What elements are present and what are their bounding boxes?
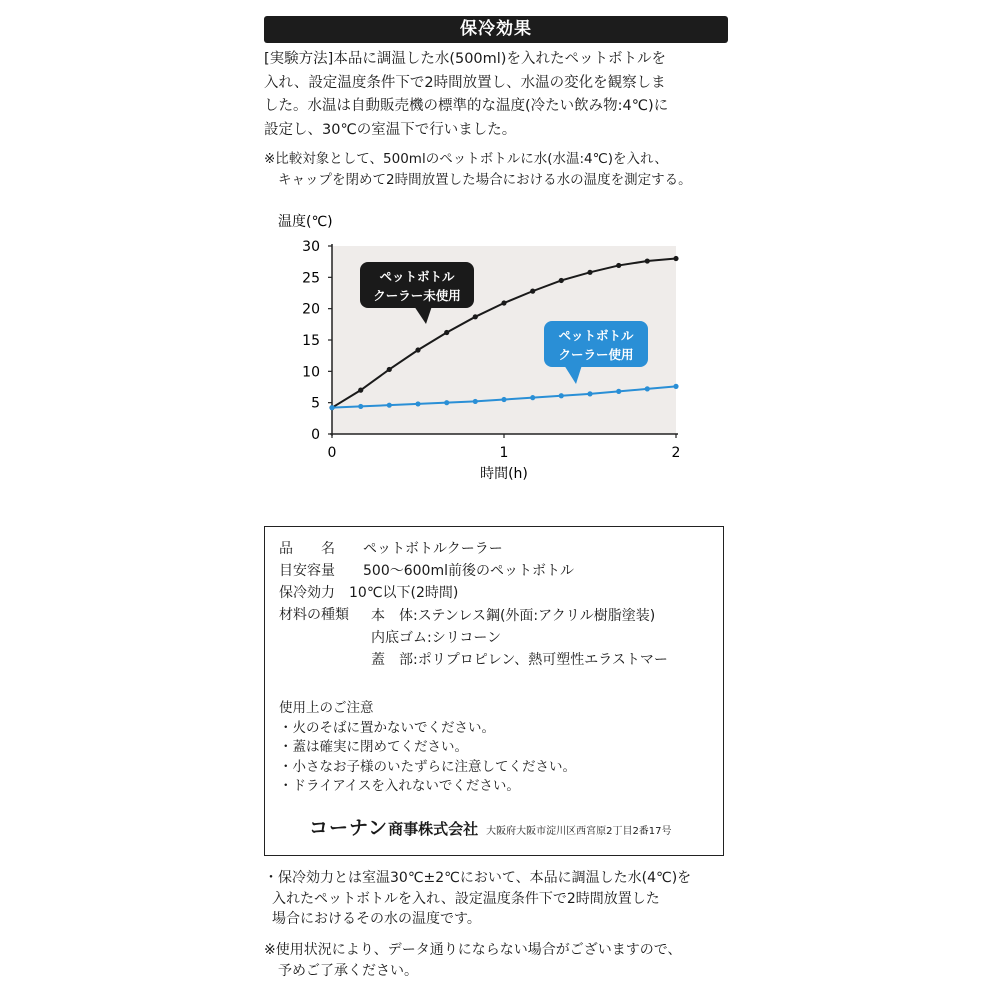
disclaimer-note	[264, 940, 734, 981]
y-tick-label: 20	[302, 301, 320, 318]
x-tick-label: 2	[671, 445, 681, 461]
cautions-title: 使用上のご注意	[279, 700, 374, 716]
effect-note-line: ・保冷効力とは室温30℃±2℃において、本品に調温した水(4℃)を	[264, 870, 692, 886]
caution-item: ・火のそばに置かないでください。	[279, 719, 495, 736]
data-point	[358, 404, 363, 409]
y-tick-label: 30	[302, 239, 320, 255]
spec-value: ペットボトルクーラー	[363, 541, 503, 557]
data-point	[329, 405, 334, 410]
cautions	[279, 699, 576, 797]
spec-key: 目安容量	[279, 563, 335, 579]
y-axis-label: 温度(℃)	[278, 214, 333, 230]
callout-label-line: クーラー使用	[558, 347, 634, 362]
data-point	[616, 263, 621, 268]
effect-note-line: 場合におけるその水の温度です。	[272, 911, 481, 927]
method-line: 入れ、設定温度条件下で2時間放置し、水温の変化を観察しま	[264, 74, 666, 91]
x-axis-label: 時間(h)	[480, 466, 528, 482]
data-point	[473, 399, 478, 404]
experiment-method	[264, 48, 734, 142]
company-address: 大阪府大阪市淀川区西宮原2丁目2番17号	[486, 826, 672, 837]
spec-value: 10℃以下(2時間)	[349, 585, 459, 601]
x-tick-label: 0	[327, 445, 337, 461]
data-point	[645, 386, 650, 391]
spec-value: 500〜600ml前後のペットボトル	[363, 563, 574, 579]
spec-capacity	[279, 561, 574, 581]
section-title: 保冷効果	[264, 16, 728, 43]
y-tick-label: 10	[302, 364, 320, 381]
data-point	[587, 391, 592, 396]
data-point	[444, 330, 449, 335]
data-point	[473, 314, 478, 319]
temperature-chart	[264, 200, 734, 500]
data-point	[530, 289, 535, 294]
company-info	[309, 813, 672, 840]
data-point	[387, 367, 392, 372]
comparison-note-line: キャップを閉めて2時間放置した場合における水の温度を測定する。	[278, 172, 692, 188]
x-tick-label: 1	[499, 445, 509, 461]
caution-item: ・小さなお子様のいたずらに注意してください。	[279, 758, 576, 775]
callout-label-line: ペットボトル	[558, 328, 634, 343]
data-point	[501, 300, 506, 305]
effect-note-line: 入れたペットボトルを入れ、設定温度条件下で2時間放置した	[272, 890, 660, 907]
spec-key: 保冷効力	[279, 585, 335, 601]
data-point	[387, 403, 392, 408]
data-point	[559, 393, 564, 398]
callout-label-line: クーラー未使用	[373, 288, 461, 303]
spec-material-item: 蓋 部:ポリプロピレン、熱可塑性エラストマー	[371, 652, 668, 668]
data-point	[673, 384, 678, 389]
data-point	[673, 256, 678, 261]
data-point	[559, 278, 564, 283]
company-logo: コーナン	[309, 817, 389, 839]
spec-product-name	[279, 539, 503, 559]
spec-effect	[279, 583, 458, 603]
comparison-note-line: ※比較対象として、500mlのペットボトルに水(水温:4℃)を入れ、	[264, 151, 668, 167]
y-tick-label: 0	[311, 427, 320, 443]
y-tick-label: 25	[302, 270, 320, 287]
spec-key: 材料の種類	[279, 607, 349, 623]
disclaimer-line: 予めご了承ください。	[278, 962, 418, 979]
comparison-note	[264, 149, 734, 191]
callout-label-line: ペットボトル	[379, 269, 455, 284]
company-suffix: 商事株式会社	[388, 820, 479, 838]
data-point	[616, 389, 621, 394]
spec-material-item: 本 体:ステンレス鋼(外面:アクリル樹脂塗装)	[371, 608, 656, 624]
data-point	[501, 397, 506, 402]
disclaimer-line: ※使用状況により、データ通りにならない場合がございますので、	[264, 942, 682, 958]
spec-key: 品 名	[279, 541, 335, 557]
method-line: した。水温は自動販売機の標準的な温度(冷たい飲み物:4℃)に	[264, 98, 669, 114]
data-point	[415, 401, 420, 406]
spec-box	[264, 526, 724, 856]
data-point	[358, 388, 363, 393]
data-point	[444, 400, 449, 405]
data-point	[645, 258, 650, 263]
spec-material-item: 内底ゴム:シリコーン	[371, 630, 502, 646]
data-point	[587, 270, 592, 275]
spec-materials	[279, 605, 668, 671]
data-point	[415, 347, 420, 352]
y-tick-label: 15	[302, 333, 320, 349]
method-line: [実験方法]本品に調温した水(500ml)を入れたペットボトルを	[264, 51, 666, 67]
y-tick-label: 5	[311, 395, 320, 412]
data-point	[530, 395, 535, 400]
caution-item: ・蓋は確実に閉めてください。	[279, 739, 468, 755]
method-line: 設定し、30℃の室温下で行いました。	[264, 121, 517, 138]
spec-materials-list	[371, 605, 668, 671]
effect-definition-note	[264, 868, 734, 930]
caution-item: ・ドライアイスを入れないでください。	[279, 778, 520, 794]
